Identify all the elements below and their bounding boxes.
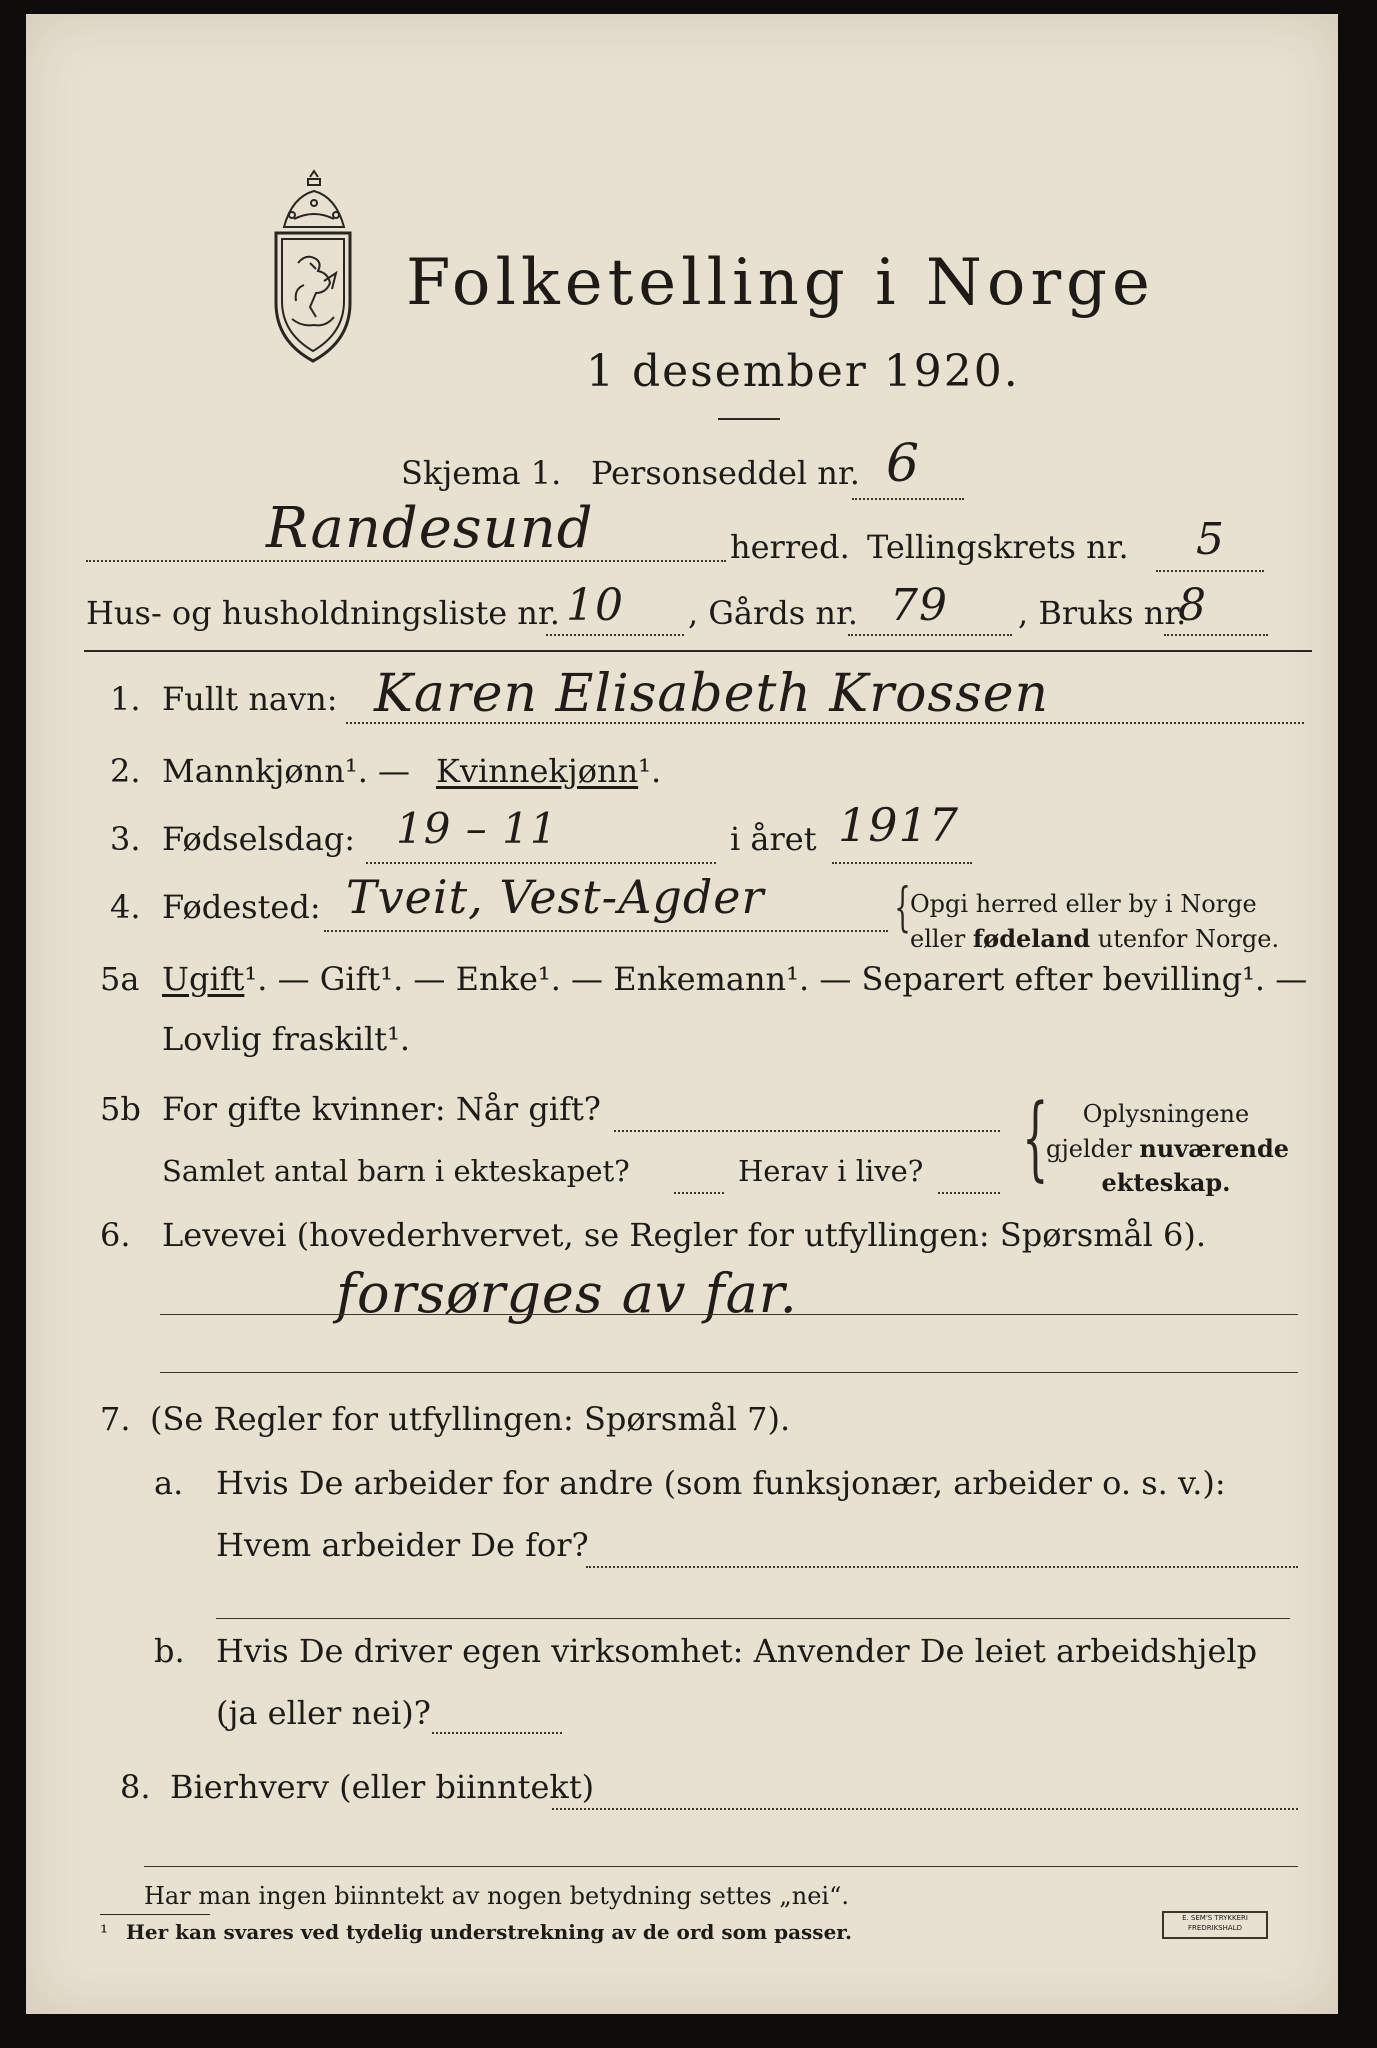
q8-number: 8. [120,1768,151,1806]
title-divider [718,418,780,420]
q7b-number: b. [154,1632,185,1670]
personseddel-value[interactable]: 6 [886,434,921,494]
q5a-line1 [162,960,1307,998]
husliste-line [546,634,684,636]
q8-answer-line2 [144,1866,1298,1867]
q4-label: Fødested: [162,888,321,926]
q7-label: (Se Regler for utfyllingen: Spørsmål 7). [150,1400,791,1438]
q4-number: 4. [110,888,141,926]
q5a-ugift-underlined[interactable]: Ugift [162,960,245,998]
bruks-line [1164,634,1268,636]
q2-number: 2. [110,752,141,790]
q7a-number: a. [154,1464,184,1502]
printer-stamp-line2: FREDRIKSHALD [1187,1924,1242,1932]
q3-year-line [832,862,972,864]
footnote-marker: ¹ [100,1920,109,1944]
occupation-value[interactable]: forsørges av far. [336,1262,798,1325]
personseddel-line [852,498,964,500]
tellingskrets-value[interactable]: 5 [1196,514,1225,565]
q3-number: 3. [110,820,141,858]
q5b-line1: For gifte kvinner: Når gift? [162,1090,601,1128]
q5b-married-line [614,1130,1000,1132]
tellingskrets-line [1156,570,1264,572]
q3-label: Fødselsdag: [162,820,356,858]
printer-stamp [1162,1911,1268,1939]
q5b-alive-label: Herav i live? [738,1154,924,1188]
gards-label: , Gårds nr. [688,594,858,632]
q4-line [324,930,888,932]
norwegian-coat-of-arms-icon [264,169,360,369]
q5b-children-line [674,1192,724,1194]
q7b-answer-line [432,1732,562,1734]
q3-year-label: i året [730,820,817,858]
skjema-label: Skjema 1. [401,454,562,492]
q5b-note2: gjelder nuværende [1046,1134,1290,1163]
q8-label: Bierhverv (eller biinntekt) [170,1768,595,1806]
gards-value[interactable]: 79 [890,580,948,631]
q7-number: 7. [100,1400,131,1438]
q1-label: Fullt navn: [162,680,338,718]
q5b-children-label: Samlet antal barn i ekteskapet? [162,1154,630,1188]
herred-value[interactable]: Randesund [266,496,594,561]
footnote-rule [100,1914,210,1915]
q7a-answer-line1 [586,1566,1298,1568]
q4-note-line2: eller fødeland utenfor Norge. [910,924,1280,953]
q5a-number: 5a [100,960,140,998]
birth-year-value[interactable]: 1917 [838,798,960,852]
tellingskrets-label: Tellingskrets nr. [867,528,1129,566]
q7a-line1: Hvis De arbeider for andre (som funksjonær, arbeider o. s. v.): [216,1464,1226,1502]
bruks-value[interactable]: 8 [1178,580,1207,631]
q5b-note3: ekteskap. [1101,1168,1231,1197]
herred-label: herred. [730,528,850,566]
bruks-label: , Bruks nr. [1018,594,1187,632]
q2-gender-line [436,752,661,790]
q2-kvinne-underlined[interactable]: Kvinnekjønn [436,752,639,790]
q7a-line2: Hvem arbeider De for? [216,1526,589,1564]
q5b-number: 5b [100,1090,141,1128]
q6-line2 [160,1372,1298,1373]
birthplace-value[interactable]: Tveit, Vest-Agder [346,870,765,924]
form-title: Folketelling i Norge [406,246,1155,320]
q7a-answer-line2 [216,1618,1290,1619]
q6-label: Levevei (hovederhvervet, se Regler for utfyllingen: Spørsmål 6). [162,1216,1207,1254]
q5b-alive-line [938,1192,1000,1194]
q2-kvinne-sup: ¹. [638,752,662,790]
birthdate-value[interactable]: 19 – 11 [396,804,558,853]
gards-line [848,634,1012,636]
q4-brace: { [894,878,911,938]
census-form [26,14,1338,2014]
personseddel-label: Personseddel nr. [591,454,860,492]
q5a-line2: Lovlig fraskilt¹. [162,1020,411,1058]
q1-number: 1. [110,680,141,718]
q8-answer-line1 [552,1808,1298,1810]
husliste-label: Hus- og husholdningsliste nr. [86,594,560,632]
husliste-value[interactable]: 10 [566,580,624,631]
header-separator [84,650,1312,652]
q3-line [366,862,716,864]
full-name-value[interactable]: Karen Elisabeth Krossen [374,664,1050,724]
footnote-text: Her kan svares ved tydelig understrekning av de ord som passer. [126,1920,852,1944]
q5a-options: ¹. — Gift¹. — Enke¹. — Enkemann¹. — Separert efter bevilling¹. — [244,960,1308,998]
q6-line1 [160,1314,1298,1315]
printer-stamp-line1: E. SEM'S TRYKKERI [1182,1914,1248,1922]
q7b-line2: (ja eller nei)? [216,1694,431,1732]
q7b-line1: Hvis De driver egen virksomhet: Anvender De leiet arbeidshjelp [216,1632,1258,1670]
census-date: 1 desember 1920. [586,346,1020,397]
biinntekt-note: Har man ingen biinntekt av nogen betydning settes „nei“. [144,1882,849,1910]
q5b-note1: Oplysningene [1082,1100,1250,1128]
q5b-brace: { [1022,1084,1049,1191]
q6-number: 6. [100,1216,131,1254]
q2-mann: Mannkjønn¹. — [162,752,411,790]
q4-note-line1: Opgi herred eller by i Norge [910,890,1257,918]
